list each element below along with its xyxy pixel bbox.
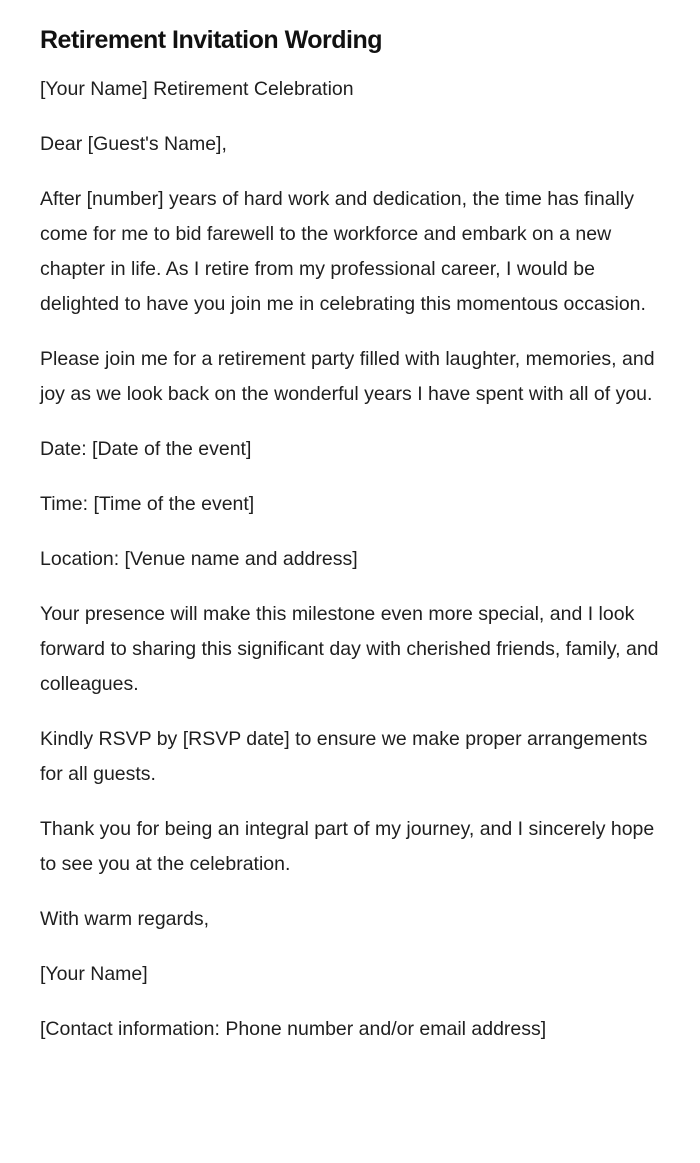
thanks-paragraph: Thank you for being an integral part of my journey, and I sincerely hope to see you at the celebration. bbox=[40, 818, 655, 875]
contact-information: [Contact information: Phone number and/or email address] bbox=[40, 1018, 547, 1040]
intro-paragraph: After [number] years of hard work and dedication, the time has finally come for me to bid farewell to the workforce and embark on a new chapter in life. As I retire from my professional career, I would be delighted to have you join me in celebrating this momentous occasion. bbox=[40, 188, 646, 315]
salutation: Dear [Guest's Name], bbox=[40, 133, 227, 155]
closing: With warm regards, bbox=[40, 908, 210, 930]
presence-paragraph: Your presence will make this milestone even more special, and I look forward to sharing this significant day with cherished friends, family, and colleagues. bbox=[40, 603, 659, 695]
invitation-paragraph: Please join me for a retirement party filled with laughter, memories, and joy as we look back on the wonderful years I have spent with all of you. bbox=[40, 348, 655, 405]
event-location: Location: [Venue name and address] bbox=[40, 548, 358, 570]
event-time: Time: [Time of the event] bbox=[40, 493, 255, 515]
event-heading: [Your Name] Retirement Celebration bbox=[40, 78, 354, 100]
document-title: Retirement Invitation Wording bbox=[40, 26, 382, 54]
signature-name: [Your Name] bbox=[40, 963, 148, 985]
event-date: Date: [Date of the event] bbox=[40, 438, 252, 460]
rsvp-paragraph: Kindly RSVP by [RSVP date] to ensure we make proper arrangements for all guests. bbox=[40, 728, 648, 785]
